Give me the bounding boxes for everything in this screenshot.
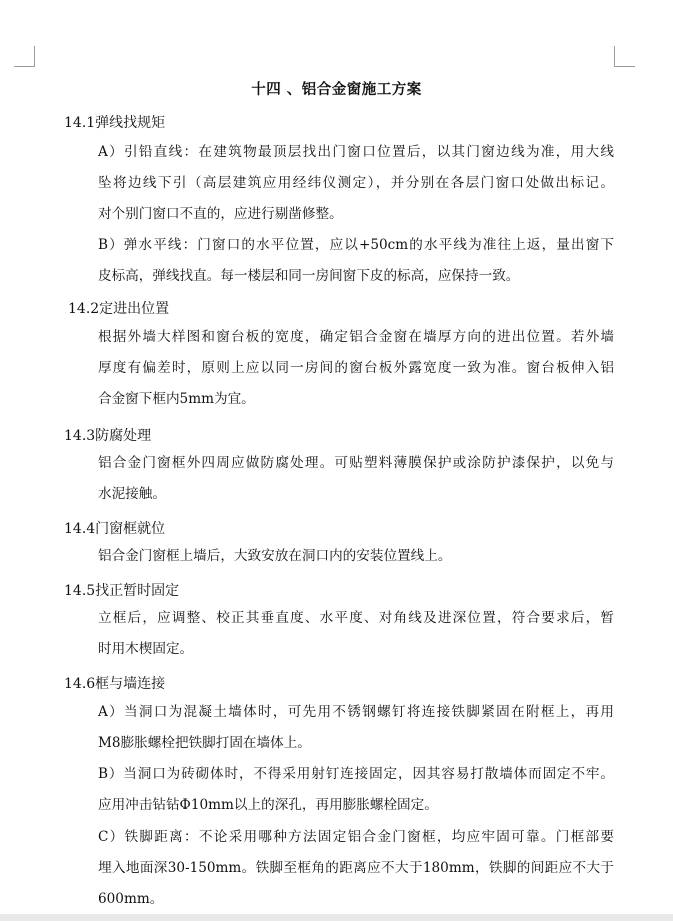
text-line: 埋入地面深30-150mm。铁脚至框角的距离应不大于180mm，铁脚的间距应不大于 (98, 860, 614, 876)
text-line: A）当洞口为混凝土墙体时，可先用不锈钢螺钉将连接铁脚紧固在附框上，再用 (98, 704, 614, 720)
text-line: 立框后，应调整、校正其垂直度、水平度、对角线及进深位置，符合要求后，暂 (98, 610, 614, 626)
text-line: 对个别门窗口不直的，应进行剔凿修整。 (98, 206, 343, 222)
bottom-scroll-strip (0, 914, 673, 921)
text-line: 水泥接触。 (98, 486, 166, 502)
text-line: 厚度有偏差时，原则上应以同一房间的窗台板外露宽度一致为准。窗台板伸入铝 (98, 360, 614, 376)
section-14-1-paragraph-b (98, 230, 614, 292)
text-line: M8膨胀螺栓把铁脚打固在墙体上。 (98, 735, 311, 751)
section-14-6-paragraph-b (98, 759, 614, 821)
section-14-5-paragraph (98, 603, 614, 665)
section-14-6-paragraph-c (98, 822, 614, 915)
page-corner-mark-top-left (14, 46, 35, 67)
section-heading-14-5: 14.5找正暂时固定 (64, 583, 180, 599)
text-line: B）弹水平线：门窗口的水平位置，应以+50cm的水平线为准往上返，量出窗下 (98, 237, 614, 253)
text-line: C）铁脚距离：不论采用哪种方法固定铝合金门窗框，均应牢固可靠。门框部要 (98, 829, 614, 845)
section-heading-14-2: 14.2定进出位置 (68, 301, 170, 317)
text-line: 时用木楔固定。 (98, 641, 194, 657)
text-line: 根据外墙大样图和窗台板的宽度，确定铝合金窗在墙厚方向的进出位置。若外墙 (98, 329, 614, 345)
text-line: 600mm。 (98, 891, 164, 907)
document-title: 十四 、铝合金窗施工方案 (251, 81, 422, 98)
section-14-6-paragraph-a (98, 697, 614, 759)
page-corner-mark-top-right (614, 46, 635, 67)
section-14-4-paragraph (98, 541, 614, 572)
section-14-2-paragraph (98, 322, 614, 415)
section-14-3-paragraph (98, 448, 614, 510)
section-heading-14-1: 14.1弹线找规矩 (64, 115, 166, 131)
text-line: 皮标高，弹线找直。每一楼层和同一房间窗下皮的标高，应保持一致。 (98, 268, 520, 284)
text-line: 坠将边线下引（高层建筑应用经纬仪测定），并分别在各层门窗口处做出标记。 (98, 175, 614, 191)
text-line: B）当洞口为砖砌体时，不得采用射钉连接固定，因其容易打散墙体而固定不牢。 (98, 766, 614, 782)
section-heading-14-3: 14.3防腐处理 (64, 428, 152, 444)
section-heading-14-4: 14.4门窗框就位 (64, 521, 166, 537)
text-line: 合金窗下框内5mm为宜。 (98, 391, 255, 407)
text-line: 应用冲击钻钻Ф10mm以上的深孔，再用膨胀螺栓固定。 (98, 797, 438, 813)
text-line: A）引铅直线：在建筑物最顶层找出门窗口位置后，以其门窗边线为准，用大线 (98, 144, 614, 160)
section-14-1-paragraph-a (98, 137, 614, 230)
section-heading-14-6: 14.6框与墙连接 (64, 676, 166, 692)
text-line: 铝合金门窗框外四周应做防腐处理。可贴塑料薄膜保护或涂防护漆保护，以免与 (98, 455, 614, 471)
text-line: 铝合金门窗框上墙后，大致安放在洞口内的安装位置线上。 (98, 548, 452, 564)
